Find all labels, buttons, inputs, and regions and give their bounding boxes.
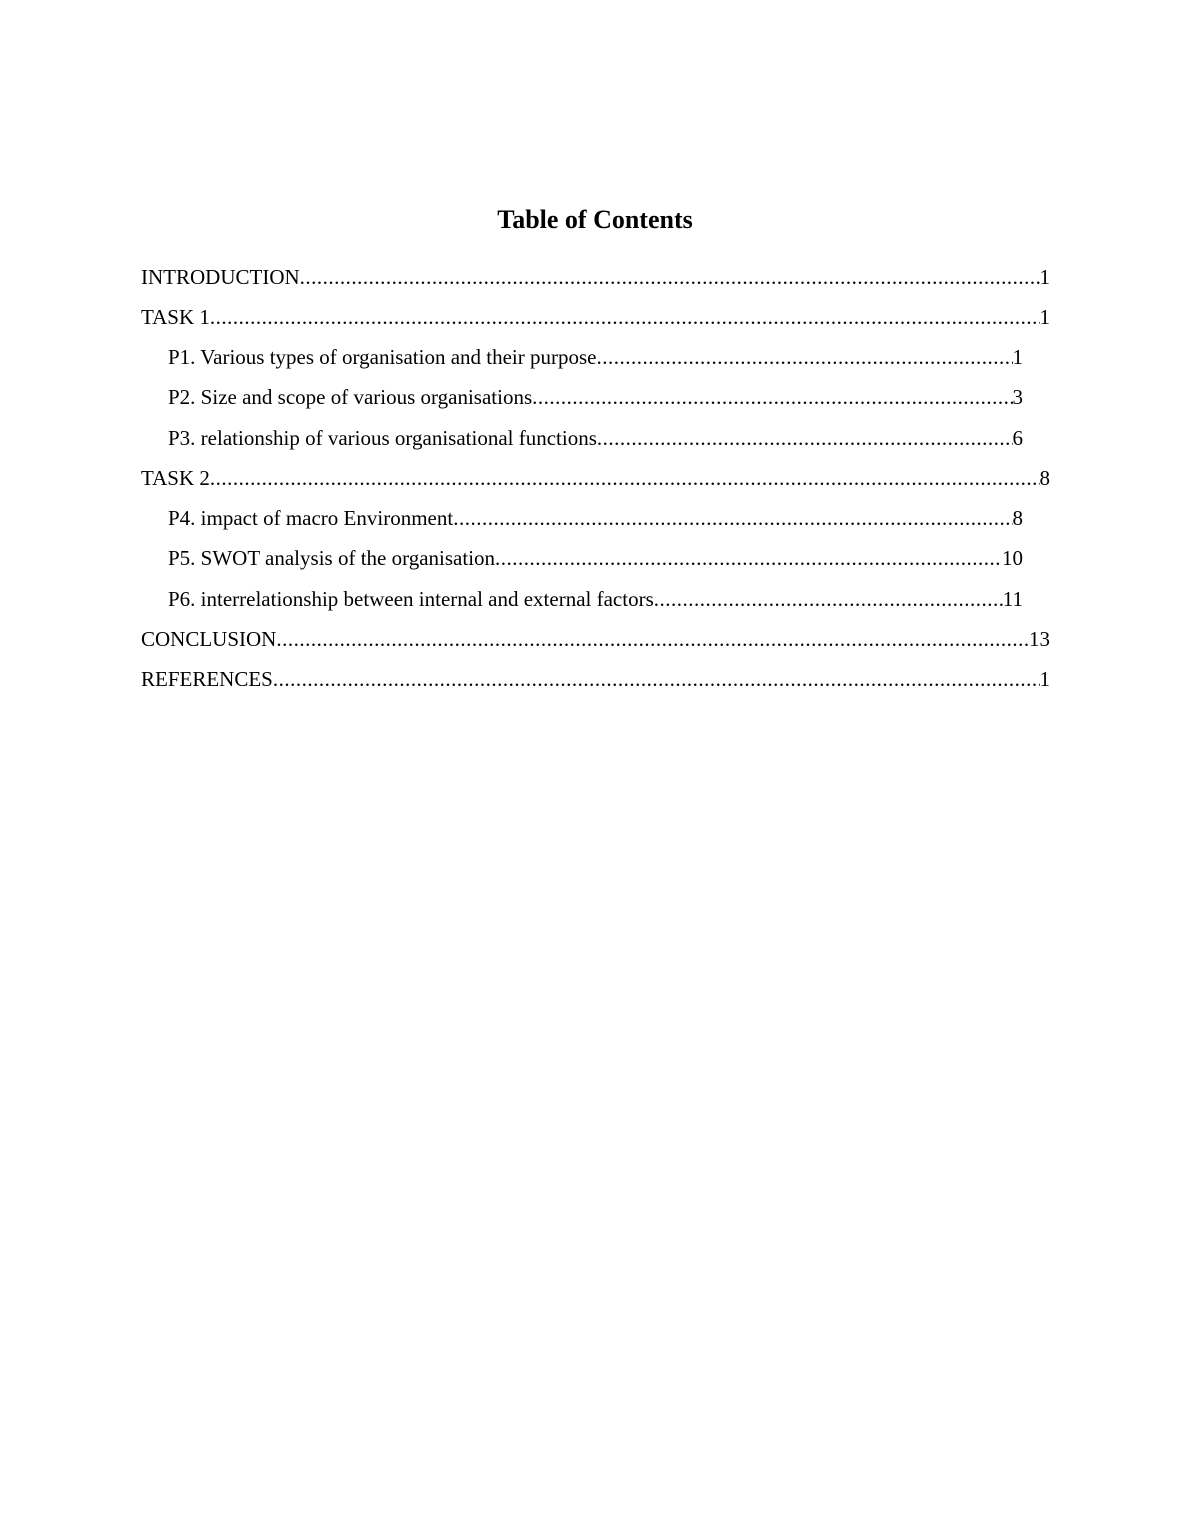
toc-dot-leader bbox=[276, 625, 1029, 653]
toc-dot-leader bbox=[273, 665, 1040, 693]
toc-entry-label: P5. SWOT analysis of the organisation bbox=[168, 546, 496, 570]
toc-entry-p4[interactable] bbox=[168, 504, 1023, 532]
toc-entry-p3[interactable] bbox=[168, 424, 1023, 452]
toc-entry-label: CONCLUSION bbox=[141, 627, 277, 651]
toc-entry-task-2[interactable] bbox=[141, 464, 1050, 492]
toc-dot-leader bbox=[597, 424, 1013, 452]
toc-entry-page: 1 bbox=[1039, 667, 1050, 691]
toc-entry-label: P3. relationship of various organisational functions bbox=[168, 426, 597, 450]
toc-entry-introduction[interactable] bbox=[141, 263, 1050, 291]
toc-entry-label: TASK 2 bbox=[141, 466, 210, 490]
toc-dot-leader bbox=[453, 504, 1012, 532]
toc-entry-p6[interactable] bbox=[168, 585, 1023, 613]
toc-entry-page: 1 bbox=[1012, 345, 1023, 369]
toc-entry-label: INTRODUCTION bbox=[141, 265, 300, 289]
toc-entry-page: 10 bbox=[1002, 546, 1023, 570]
toc-entry-references[interactable] bbox=[141, 665, 1050, 693]
toc-entry-p1[interactable] bbox=[168, 343, 1023, 371]
toc-entry-task-1[interactable] bbox=[141, 303, 1050, 331]
toc-entry-label: P2. Size and scope of various organisations bbox=[168, 385, 533, 409]
toc-entry-page: 1 bbox=[1039, 265, 1050, 289]
toc-dot-leader bbox=[210, 303, 1040, 331]
toc-entry-conclusion[interactable] bbox=[141, 625, 1050, 653]
toc-entry-page: 8 bbox=[1012, 506, 1023, 530]
toc-entry-page: 1 bbox=[1039, 305, 1050, 329]
toc-dot-leader bbox=[654, 585, 1003, 613]
toc-entry-page: 8 bbox=[1039, 466, 1050, 490]
toc-entry-label: TASK 1 bbox=[141, 305, 210, 329]
toc-entry-label: P4. impact of macro Environment bbox=[168, 506, 454, 530]
toc-dot-leader bbox=[532, 383, 1012, 411]
toc-title: Table of Contents bbox=[497, 205, 693, 234]
toc-dot-leader bbox=[300, 263, 1040, 291]
toc-dot-leader bbox=[495, 544, 1002, 572]
toc-entry-page: 13 bbox=[1029, 627, 1050, 651]
toc-dot-leader bbox=[210, 464, 1040, 492]
toc-entry-p2[interactable] bbox=[168, 383, 1023, 411]
toc-entry-label: P6. interrelationship between internal and external factors bbox=[168, 587, 654, 611]
toc-entry-label: P1. Various types of organisation and their purpose bbox=[168, 345, 597, 369]
toc-entry-label: REFERENCES bbox=[141, 667, 273, 691]
toc-dot-leader bbox=[597, 343, 1013, 371]
toc-entry-page: 11 bbox=[1002, 587, 1023, 611]
toc-entry-p5[interactable] bbox=[168, 544, 1023, 572]
toc-entry-page: 6 bbox=[1012, 426, 1023, 450]
toc-entry-page: 3 bbox=[1012, 385, 1023, 409]
